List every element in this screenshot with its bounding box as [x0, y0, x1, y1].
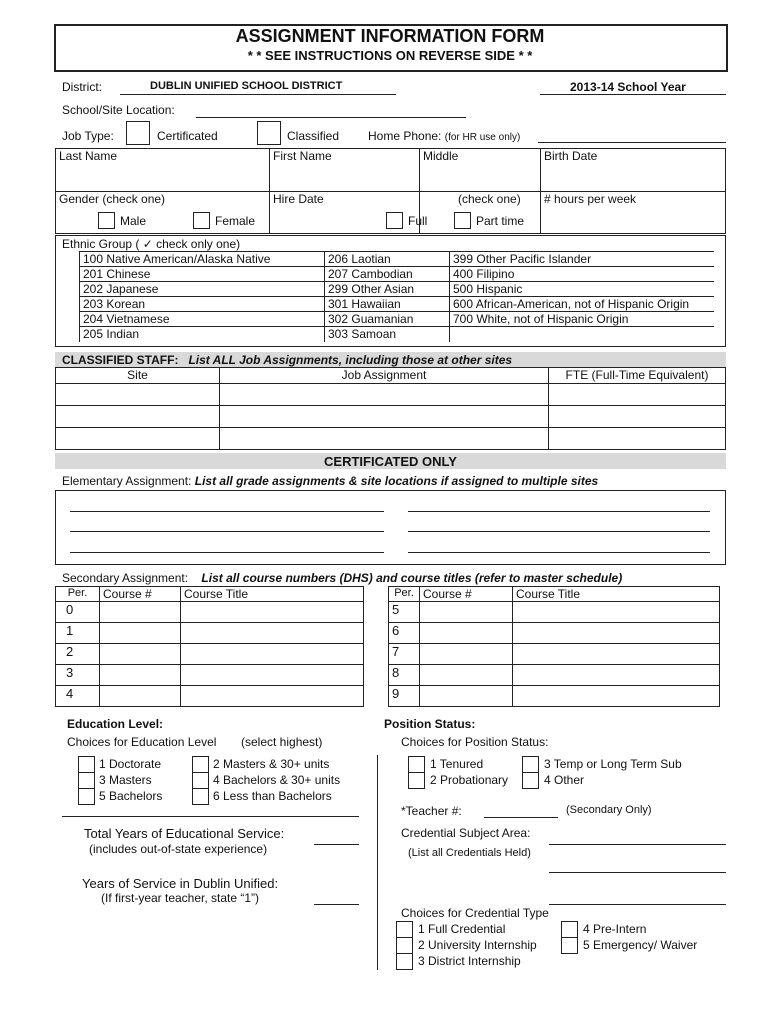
- secondary-table-right: [388, 586, 720, 707]
- secondary-heading: Secondary Assignment: List all course numbers (DHS) and course titles (refer to master schedule): [62, 571, 623, 585]
- course-title-cell[interactable]: [181, 665, 364, 686]
- site-cell[interactable]: [56, 428, 220, 450]
- fte-cell[interactable]: [549, 384, 726, 406]
- female-label: Female: [215, 214, 256, 228]
- hours-cell[interactable]: # hours per week: [541, 192, 726, 234]
- period-number: 4: [56, 686, 100, 707]
- cred5-label: 5 Emergency/ Waiver: [583, 938, 698, 952]
- elem-line: [408, 552, 710, 553]
- job-type-label: Job Type:: [62, 129, 114, 143]
- elementary-heading: Elementary Assignment: List all grade assignments & site locations if assigned to multiple sites: [62, 474, 599, 488]
- period-number: 1: [56, 623, 100, 644]
- pos-opt4-label: 4 Other: [544, 773, 585, 787]
- course-num-cell[interactable]: [420, 644, 513, 665]
- col-course-title: Course Title: [181, 587, 364, 602]
- fte-cell[interactable]: [549, 406, 726, 428]
- birth-date-cell[interactable]: Birth Date: [541, 149, 726, 192]
- course-num-cell[interactable]: [420, 686, 513, 707]
- ethnic-option[interactable]: 399 Other Pacific Islander: [450, 252, 715, 267]
- edu-opt6-label: 6 Less than Bachelors: [213, 789, 332, 803]
- dublin-years-field[interactable]: [314, 904, 359, 905]
- district-value: DUBLIN UNIFIED SCHOOL DISTRICT: [150, 80, 343, 92]
- edu-opt5-label: 5 Bachelors: [99, 789, 163, 803]
- period-number: 2: [56, 644, 100, 665]
- ethnic-option[interactable]: 201 Chinese: [80, 267, 325, 282]
- course-num-cell[interactable]: [100, 686, 181, 707]
- total-years-label: Total Years of Educational Service:: [84, 826, 285, 841]
- cred2-checkbox[interactable]: [396, 937, 413, 954]
- edu-opt6-checkbox[interactable]: [192, 788, 209, 805]
- col-per: Per.: [389, 587, 420, 602]
- last-name-cell[interactable]: Last Name: [56, 149, 270, 192]
- gender-cell: Gender (check one): [56, 192, 270, 234]
- ethnic-option[interactable]: 400 Filipino: [450, 267, 715, 282]
- female-checkbox[interactable]: [193, 212, 210, 229]
- elem-line: [408, 511, 710, 512]
- form-subtitle: * * SEE INSTRUCTIONS ON REVERSE SIDE * *: [247, 48, 533, 63]
- course-num-cell[interactable]: [100, 644, 181, 665]
- site-location-field[interactable]: [196, 117, 466, 118]
- cred3-checkbox[interactable]: [396, 953, 413, 970]
- edu-opt3-label: 3 Masters: [99, 773, 152, 787]
- period-number: 3: [56, 665, 100, 686]
- elem-line: [70, 511, 384, 512]
- edu-opt1-checkbox[interactable]: [78, 756, 95, 773]
- pos-opt3-checkbox[interactable]: [522, 756, 539, 773]
- credential-line[interactable]: [549, 844, 726, 845]
- course-num-cell[interactable]: [100, 665, 181, 686]
- teacher-num-field[interactable]: [484, 817, 558, 818]
- elementary-assignment-box[interactable]: [55, 490, 726, 565]
- cred4-checkbox[interactable]: [561, 921, 578, 938]
- full-checkbox[interactable]: [386, 212, 403, 229]
- school-year-line: [540, 94, 726, 95]
- education-choices: Choices for Education Level: [67, 735, 217, 749]
- period-number: 0: [56, 602, 100, 623]
- credential-area-label: Credential Subject Area:: [401, 826, 531, 840]
- certificated-heading: CERTIFICATED ONLY: [324, 454, 457, 469]
- period-number: 7: [389, 644, 420, 665]
- course-title-cell[interactable]: [513, 623, 720, 644]
- edu-opt3-checkbox[interactable]: [78, 772, 95, 789]
- course-num-cell[interactable]: [100, 623, 181, 644]
- period-number: 5: [389, 602, 420, 623]
- ethnic-option[interactable]: 600 African-American, not of Hispanic Origin: [450, 297, 715, 312]
- fte-cell[interactable]: [549, 428, 726, 450]
- classified-table: [55, 367, 726, 450]
- period-number: 9: [389, 686, 420, 707]
- secondary-table-left: [55, 586, 364, 707]
- pos-opt2-checkbox[interactable]: [408, 772, 425, 789]
- total-years-field[interactable]: [314, 844, 359, 845]
- male-label: Male: [120, 214, 147, 228]
- section-divider: [377, 755, 378, 970]
- job-cell[interactable]: [220, 428, 549, 450]
- cred2-label: 2 University Internship: [418, 938, 537, 952]
- secondary-only-note: (Secondary Only): [566, 804, 652, 816]
- course-num-cell[interactable]: [420, 623, 513, 644]
- col-job-assignment: Job Assignment: [220, 368, 549, 384]
- first-name-cell[interactable]: First Name: [270, 149, 420, 192]
- ethnic-option[interactable]: 301 Hawaiian: [325, 297, 450, 312]
- pos-opt4-checkbox[interactable]: [522, 772, 539, 789]
- classified-label: Classified: [287, 129, 340, 143]
- ethnic-group-label: Ethnic Group ( ✓ check only one): [62, 237, 241, 251]
- course-title-cell[interactable]: [181, 602, 364, 623]
- classified-heading: CLASSIFIED STAFF: List ALL Job Assignments, including those at other sites: [62, 353, 513, 367]
- cred5-checkbox[interactable]: [561, 937, 578, 954]
- course-title-cell[interactable]: [513, 686, 720, 707]
- col-course-num: Course #: [100, 587, 181, 602]
- home-phone-label: Home Phone: (for HR use only): [368, 129, 521, 143]
- form-title: ASSIGNMENT INFORMATION FORM: [235, 26, 545, 46]
- certificated-label: Certificated: [157, 129, 218, 143]
- cred1-checkbox[interactable]: [396, 921, 413, 938]
- col-course-num: Course #: [420, 587, 513, 602]
- credential-line[interactable]: [549, 872, 726, 873]
- education-select-note: (select highest): [241, 735, 323, 749]
- hire-date-cell[interactable]: Hire Date: [270, 192, 420, 234]
- elem-line: [70, 552, 384, 553]
- ethnic-option[interactable]: 303 Samoan: [325, 327, 450, 342]
- ethnic-option[interactable]: 207 Cambodian: [325, 267, 450, 282]
- site-location-label: School/Site Location:: [62, 103, 175, 117]
- credential-note: (List all Credentials Held): [408, 847, 531, 859]
- dublin-years-note: (If first-year teacher, state “1”): [101, 891, 260, 905]
- ethnic-option[interactable]: 700 White, not of Hispanic Origin: [450, 312, 715, 327]
- pos-opt1-label: 1 Tenured: [430, 757, 484, 771]
- full-label: Full: [408, 214, 428, 228]
- course-title-cell[interactable]: [513, 602, 720, 623]
- period-number: 8: [389, 665, 420, 686]
- period-number: 6: [389, 623, 420, 644]
- course-title-cell[interactable]: [513, 644, 720, 665]
- ethnic-option[interactable]: 203 Korean: [80, 297, 325, 312]
- course-title-cell[interactable]: [181, 686, 364, 707]
- teacher-num-label: *Teacher #:: [401, 804, 462, 818]
- education-heading: Education Level:: [67, 717, 164, 731]
- col-course-title: Course Title: [513, 587, 720, 602]
- ethnic-table: [79, 251, 714, 342]
- col-fte: FTE (Full-Time Equivalent): [549, 368, 726, 384]
- col-site: Site: [56, 368, 220, 384]
- school-year: 2013-14 School Year: [570, 80, 686, 94]
- cred1-label: 1 Full Credential: [418, 922, 506, 936]
- site-cell[interactable]: [56, 384, 220, 406]
- edu-opt5-checkbox[interactable]: [78, 788, 95, 805]
- ethnic-option[interactable]: 205 Indian: [80, 327, 325, 342]
- job-cell[interactable]: [220, 406, 549, 428]
- ethnic-option[interactable]: 299 Other Asian: [325, 282, 450, 297]
- ethnic-option[interactable]: 302 Guamanian: [325, 312, 450, 327]
- position-heading: Position Status:: [384, 717, 476, 731]
- job-cell[interactable]: [220, 384, 549, 406]
- course-title-cell[interactable]: [181, 623, 364, 644]
- classified-checkbox[interactable]: [257, 121, 281, 145]
- ethnic-option[interactable]: 206 Laotian: [325, 252, 450, 267]
- dublin-years-label: Years of Service in Dublin Unified:: [82, 876, 279, 891]
- course-num-cell[interactable]: [420, 665, 513, 686]
- edu-opt2-label: 2 Masters & 30+ units: [213, 757, 330, 771]
- edu-opt2-checkbox[interactable]: [192, 756, 209, 773]
- middle-cell[interactable]: Middle: [420, 149, 541, 192]
- male-checkbox[interactable]: [98, 212, 115, 229]
- credential-line[interactable]: [549, 904, 726, 905]
- home-phone-field[interactable]: [538, 142, 726, 143]
- edu-opt4-checkbox[interactable]: [192, 772, 209, 789]
- course-num-cell[interactable]: [100, 602, 181, 623]
- elem-line: [408, 531, 710, 532]
- col-per: Per.: [56, 587, 100, 602]
- credential-type-label: Choices for Credential Type: [401, 906, 549, 920]
- employment-type-cell: (check one): [420, 192, 541, 234]
- elem-line: [70, 531, 384, 532]
- total-years-note: (includes out-of-state experience): [89, 842, 268, 856]
- education-divider: [62, 816, 359, 817]
- pos-opt1-checkbox[interactable]: [408, 756, 425, 773]
- cred3-label: 3 District Internship: [418, 954, 521, 968]
- site-cell[interactable]: [56, 406, 220, 428]
- district-line: [120, 94, 396, 95]
- position-choices: Choices for Position Status:: [401, 735, 549, 749]
- ethnic-option[interactable]: 100 Native American/Alaska Native: [80, 252, 325, 267]
- course-title-cell[interactable]: [513, 665, 720, 686]
- part-time-label: Part time: [476, 214, 525, 228]
- ethnic-option[interactable]: 202 Japanese: [80, 282, 325, 297]
- district-label: District:: [62, 80, 102, 94]
- course-num-cell[interactable]: [420, 602, 513, 623]
- edu-opt1-label: 1 Doctorate: [99, 757, 162, 771]
- pos-opt2-label: 2 Probationary: [430, 773, 509, 787]
- certificated-checkbox[interactable]: [126, 121, 150, 145]
- pos-opt3-label: 3 Temp or Long Term Sub: [544, 757, 682, 771]
- course-title-cell[interactable]: [181, 644, 364, 665]
- part-time-checkbox[interactable]: [454, 212, 471, 229]
- edu-opt4-label: 4 Bachelors & 30+ units: [213, 773, 341, 787]
- ethnic-option[interactable]: 204 Vietnamese: [80, 312, 325, 327]
- ethnic-option[interactable]: 500 Hispanic: [450, 282, 715, 297]
- cred4-label: 4 Pre-Intern: [583, 922, 647, 936]
